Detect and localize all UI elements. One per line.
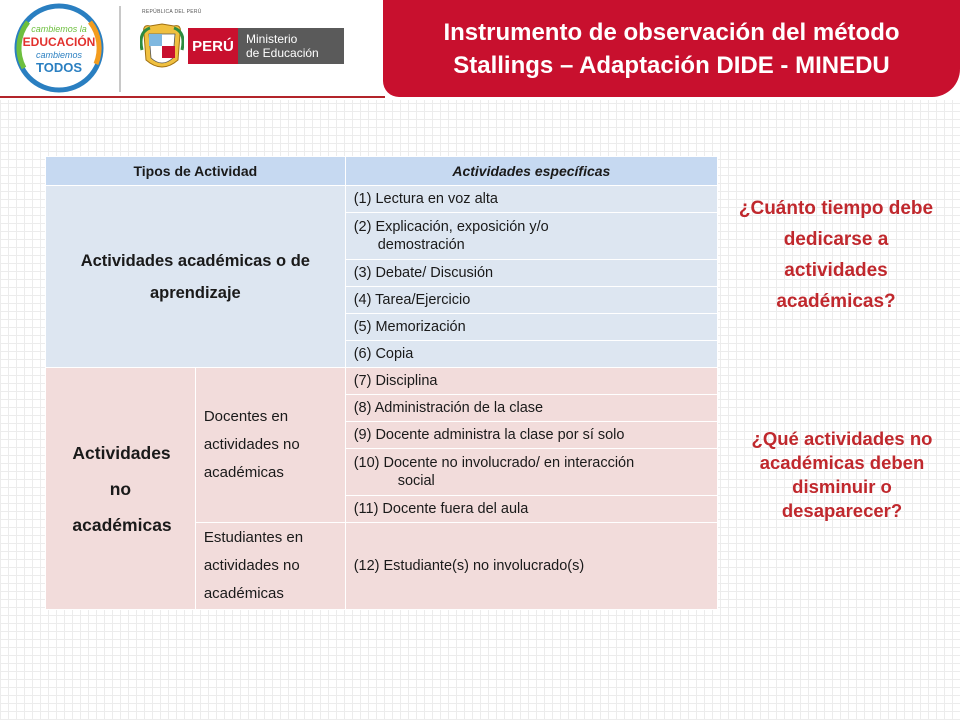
activity-text: (11) Docente fuera del aula: [353, 501, 529, 517]
activity-cell: [345, 287, 717, 314]
activity-text: (6) Copia: [353, 346, 414, 362]
students-sublabel: Estudiantes en actividades no académicas: [195, 523, 345, 610]
activity-cell: [345, 395, 717, 422]
activity-cell: [345, 341, 717, 368]
header-vertical-divider: [119, 6, 121, 92]
campaign-logo: [6, 2, 112, 94]
table-header-row: [46, 157, 718, 186]
activity-cell: [345, 422, 717, 449]
activity-cell: [345, 314, 717, 341]
logo-text-4: TODOS: [36, 60, 82, 75]
activity-text-continued: social: [397, 473, 435, 489]
activity-cell: [345, 523, 717, 610]
activity-text: (5) Memorización: [353, 319, 466, 335]
republica-label: REPÚBLICA DEL PERÚ: [142, 9, 202, 15]
question-non-academic: ¿Qué actividades no académicas deben disminuir o desaparecer?: [751, 428, 933, 521]
activity-cell: [345, 368, 717, 395]
ministerio-label: [238, 28, 344, 64]
logo-text-2: EDUCACIÓN: [22, 35, 96, 49]
header-tipos: Tipos de Actividad: [46, 157, 346, 186]
activity-text: (7) Disciplina: [353, 373, 438, 389]
activity-cell: [345, 213, 717, 260]
group-non-academic-text: Actividades no académicas: [72, 442, 172, 535]
page-title-line-2: Stallings – Adaptación DIDE - MINEDU: [453, 51, 890, 79]
table-row: [46, 186, 718, 213]
question-academic-time: ¿Cuánto tiempo debe dedicarse a actividades académicas?: [738, 198, 934, 312]
peru-label: PERÚ: [188, 28, 238, 64]
group-academic-label: Actividades académicas o de aprendizaje: [46, 186, 346, 368]
page-title: [383, 0, 960, 97]
page-title-line-1: Instrumento de observación del método: [443, 18, 900, 46]
logo-text-3: cambiemos: [35, 50, 83, 60]
ministerio-line-2: de Educación: [246, 46, 319, 60]
table-row: [46, 368, 718, 395]
activity-cell: [345, 449, 717, 496]
activity-text-continued: demostración: [377, 237, 465, 253]
header-divider-line: [0, 96, 385, 98]
activity-text: (4) Tarea/Ejercicio: [353, 292, 471, 308]
activities-table: [45, 156, 718, 610]
teachers-sublabel: Docentes en actividades no académicas: [195, 368, 345, 523]
header-especificas: Actividades específicas: [345, 157, 717, 186]
activity-text: (10) Docente no involucrado/ en interacción: [353, 455, 635, 471]
ministerio-line-1: Ministerio: [246, 32, 298, 46]
activity-cell: [345, 186, 717, 213]
activity-text: (8) Administración de la clase: [353, 400, 544, 416]
activity-cell: [345, 260, 717, 287]
logo-text-1: cambiemos la: [31, 24, 87, 34]
activity-text: (1) Lectura en voz alta: [353, 191, 498, 207]
coat-of-arms-icon: [140, 20, 184, 74]
activity-text: (2) Explicación, exposición y/o: [353, 219, 549, 235]
activity-cell: [345, 496, 717, 523]
group-non-academic-label: [46, 368, 196, 610]
activity-text: (9) Docente administra la clase por sí solo: [353, 427, 625, 443]
activity-text: (3) Debate/ Discusión: [353, 265, 494, 281]
activity-text: (12) Estudiante(s) no involucrado(s): [353, 558, 585, 574]
